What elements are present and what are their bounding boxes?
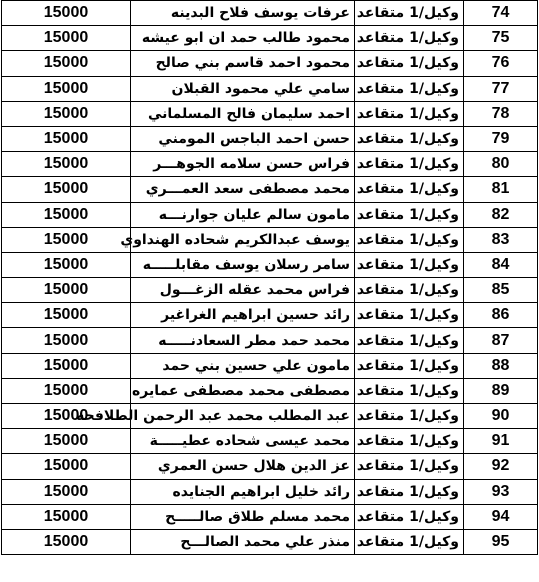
rank-cell: وكيل/1 متقاعد [355, 378, 464, 403]
name-cell: عبد المطلب محمد عبد الرحمن الطلافحه [131, 404, 355, 429]
table-row [2, 177, 538, 202]
amount-cell: 15000 [2, 126, 131, 151]
number-cell: 75 [464, 26, 538, 51]
number-cell: 80 [464, 152, 538, 177]
name-cell: عز الدين هلال حسن العمري [131, 454, 355, 479]
table-row [2, 51, 538, 76]
number-cell: 86 [464, 303, 538, 328]
number-cell: 89 [464, 378, 538, 403]
number-cell: 93 [464, 479, 538, 504]
rank-cell: وكيل/1 متقاعد [355, 303, 464, 328]
name-cell: محمود طالب حمد ان ابو عيشه [131, 26, 355, 51]
table-body [2, 1, 538, 555]
number-cell: 74 [464, 1, 538, 26]
name-cell: سامي علي محمود القبلان [131, 76, 355, 101]
rank-cell: وكيل/1 متقاعد [355, 454, 464, 479]
amount-cell: 15000 [2, 529, 131, 554]
amount-cell: 15000 [2, 454, 131, 479]
amount-cell: 15000 [2, 328, 131, 353]
table-row [2, 26, 538, 51]
table-row [2, 353, 538, 378]
amount-cell: 15000 [2, 177, 131, 202]
table-row [2, 227, 538, 252]
number-cell: 95 [464, 529, 538, 554]
rank-cell: وكيل/1 متقاعد [355, 1, 464, 26]
table-row [2, 303, 538, 328]
rank-cell: وكيل/1 متقاعد [355, 504, 464, 529]
number-cell: 82 [464, 202, 538, 227]
table-row [2, 328, 538, 353]
number-cell: 87 [464, 328, 538, 353]
amount-cell: 15000 [2, 1, 131, 26]
amount-cell: 15000 [2, 353, 131, 378]
number-cell: 88 [464, 353, 538, 378]
rank-cell: وكيل/1 متقاعد [355, 429, 464, 454]
number-cell: 78 [464, 101, 538, 126]
amount-cell: 15000 [2, 76, 131, 101]
name-cell: رائد خليل ابراهيم الجنايده [131, 479, 355, 504]
table-row [2, 278, 538, 303]
table-row [2, 101, 538, 126]
amount-cell: 15000 [2, 303, 131, 328]
rank-cell: وكيل/1 متقاعد [355, 101, 464, 126]
rank-cell: وكيل/1 متقاعد [355, 529, 464, 554]
rank-cell: وكيل/1 متقاعد [355, 278, 464, 303]
rank-cell: وكيل/1 متقاعد [355, 76, 464, 101]
name-cell: منذر علي محمد الصالـــح [131, 529, 355, 554]
amount-cell: 15000 [2, 278, 131, 303]
amount-cell: 15000 [2, 378, 131, 403]
number-cell: 91 [464, 429, 538, 454]
table-row [2, 504, 538, 529]
name-cell: عرفات يوسف فلاح البدينه [131, 1, 355, 26]
amount-cell: 15000 [2, 504, 131, 529]
rank-cell: وكيل/1 متقاعد [355, 51, 464, 76]
name-cell: محمد حمد مطر السعادنـــــه [131, 328, 355, 353]
table-row [2, 378, 538, 403]
amount-cell: 15000 [2, 429, 131, 454]
rank-cell: وكيل/1 متقاعد [355, 252, 464, 277]
amount-cell: 15000 [2, 404, 131, 429]
name-cell: مامون سالم عليان جوارنـــه [131, 202, 355, 227]
name-cell: فراس محمد عقله الزغـــول [131, 278, 355, 303]
name-cell: مامون علي حسين بني حمد [131, 353, 355, 378]
number-cell: 90 [464, 404, 538, 429]
amount-cell: 15000 [2, 479, 131, 504]
amount-cell: 15000 [2, 202, 131, 227]
name-cell: محمد عيسى شحاده عطيـــــة [131, 429, 355, 454]
rank-cell: وكيل/1 متقاعد [355, 177, 464, 202]
table-row [2, 126, 538, 151]
rank-cell: وكيل/1 متقاعد [355, 227, 464, 252]
number-cell: 85 [464, 278, 538, 303]
rank-cell: وكيل/1 متقاعد [355, 479, 464, 504]
payment-table [1, 0, 538, 555]
number-cell: 83 [464, 227, 538, 252]
table-row [2, 1, 538, 26]
amount-cell: 15000 [2, 152, 131, 177]
table-row [2, 529, 538, 554]
amount-cell: 15000 [2, 26, 131, 51]
rank-cell: وكيل/1 متقاعد [355, 353, 464, 378]
number-cell: 84 [464, 252, 538, 277]
rank-cell: وكيل/1 متقاعد [355, 404, 464, 429]
number-cell: 77 [464, 76, 538, 101]
table-row [2, 404, 538, 429]
amount-cell: 15000 [2, 252, 131, 277]
number-cell: 94 [464, 504, 538, 529]
number-cell: 79 [464, 126, 538, 151]
name-cell: محمود احمد قاسم بني صالح [131, 51, 355, 76]
table-row [2, 202, 538, 227]
amount-cell: 15000 [2, 51, 131, 76]
table-row [2, 252, 538, 277]
name-cell: حسن احمد الباجس المومني [131, 126, 355, 151]
table-row [2, 152, 538, 177]
name-cell: فراس حسن سلامه الجوهـــر [131, 152, 355, 177]
name-cell: محمد مسلم طلاق صالـــــح [131, 504, 355, 529]
rank-cell: وكيل/1 متقاعد [355, 328, 464, 353]
number-cell: 76 [464, 51, 538, 76]
amount-cell: 15000 [2, 227, 131, 252]
rank-cell: وكيل/1 متقاعد [355, 152, 464, 177]
rank-cell: وكيل/1 متقاعد [355, 126, 464, 151]
name-cell: احمد سليمان فالح المسلماني [131, 101, 355, 126]
amount-cell: 15000 [2, 101, 131, 126]
rank-cell: وكيل/1 متقاعد [355, 26, 464, 51]
table-row [2, 479, 538, 504]
table-row [2, 454, 538, 479]
rank-cell: وكيل/1 متقاعد [355, 202, 464, 227]
name-cell: يوسف عبدالكريم شحاده الهنداوي [131, 227, 355, 252]
table-row [2, 429, 538, 454]
name-cell: رائد حسين ابراهيم الغراغير [131, 303, 355, 328]
number-cell: 81 [464, 177, 538, 202]
name-cell: مصطفى محمد مصطفى عمايره [131, 378, 355, 403]
name-cell: سامر رسلان يوسف مقابلـــــه [131, 252, 355, 277]
name-cell: محمد مصطفى سعد العمـــري [131, 177, 355, 202]
number-cell: 92 [464, 454, 538, 479]
table-row [2, 76, 538, 101]
